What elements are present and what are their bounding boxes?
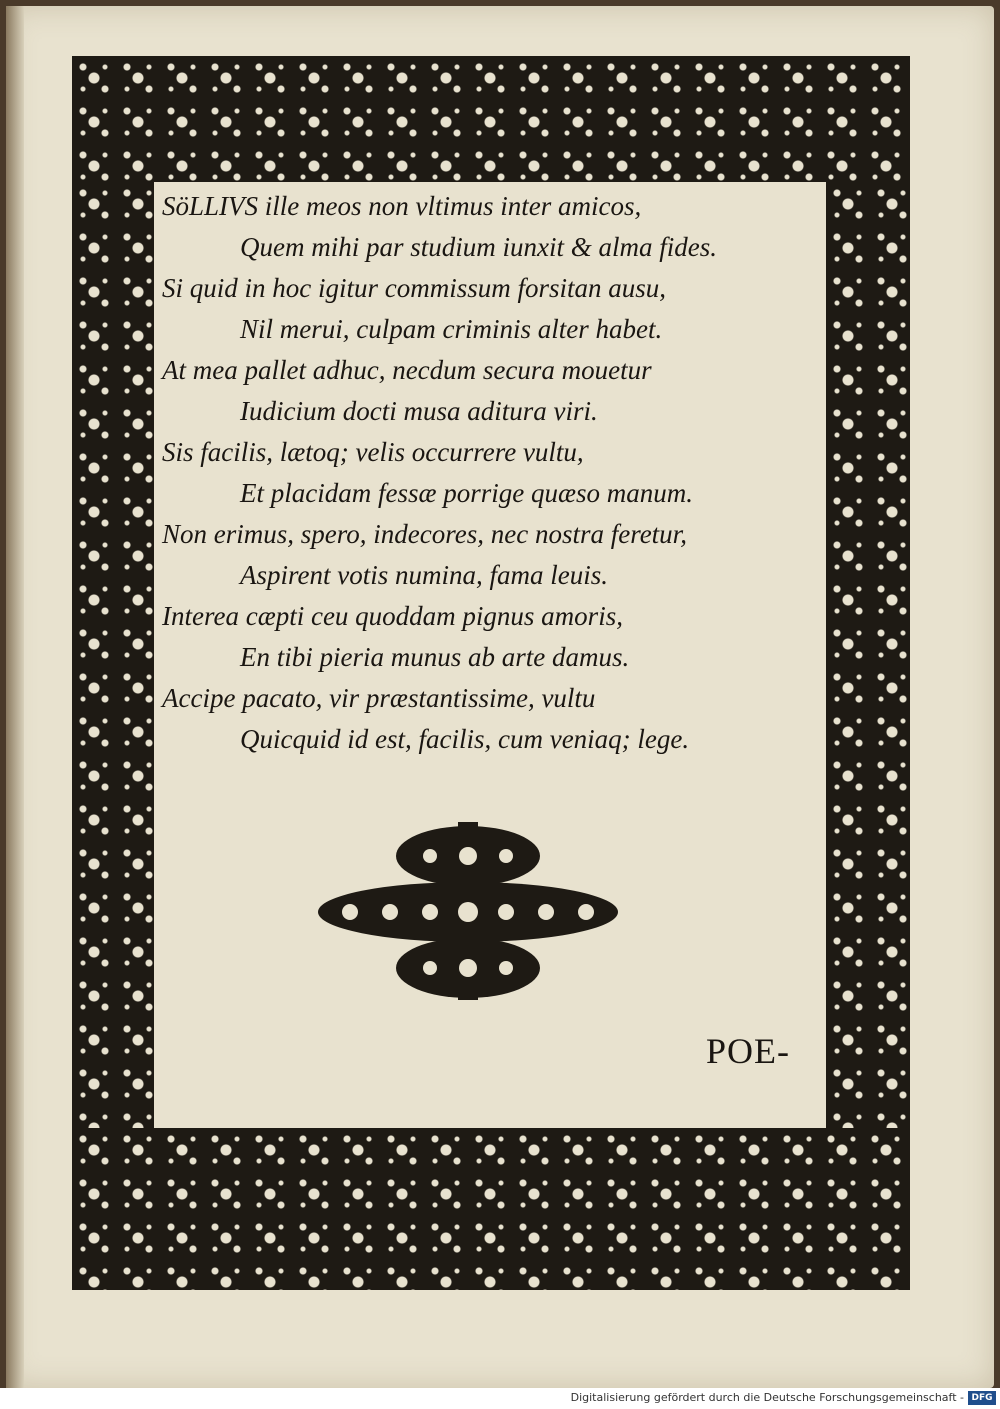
poem-line: Accipe pacato, vir præstantissime, vultu: [162, 683, 596, 713]
footer-credit: Digitalisierung gefördert durch die Deutsche Forschungsgemeinschaft -: [570, 1391, 964, 1404]
poem-line: Quicquid id est, facilis, cum veniaq; lege.: [240, 724, 690, 754]
poem-line: Quem mihi par studium iunxit & alma fides.: [240, 232, 717, 262]
fleuron-ornament: [310, 822, 626, 1000]
poem-text: [162, 186, 818, 760]
ornamental-border-right: [826, 182, 910, 1128]
ornamental-border-left: [72, 182, 154, 1128]
poem-line: Iudicium docti musa aditura viri.: [240, 396, 598, 426]
dfg-logo[interactable]: DFG: [968, 1391, 996, 1405]
poem-line: Et placidam fessæ porrige quæso manum.: [240, 478, 694, 508]
footer-bar: [0, 1388, 1000, 1409]
poem-line: At mea pallet adhuc, necdum secura mouetur: [162, 355, 652, 385]
poem-line: Non erimus, spero, indecores, nec nostra feretur,: [162, 519, 687, 549]
poem-line: Aspirent votis numina, fama leuis.: [240, 560, 608, 590]
poem-line: Si quid in hoc igitur commissum forsitan ausu,: [162, 273, 667, 303]
poem-line: SöLLIVS ille meos non vltimus inter amicos,: [162, 191, 642, 221]
book-spine: [6, 6, 24, 1388]
poem-line: Sis facilis, lætoq; velis occurrere vultu,: [162, 437, 584, 467]
ornamental-border-bottom: [72, 1128, 910, 1290]
poem-line: En tibi pieria munus ab arte damus.: [240, 642, 630, 672]
poem-line: Interea cæpti ceu quoddam pignus amoris,: [162, 601, 623, 631]
poem-line: Nil merui, culpam criminis alter habet.: [240, 314, 663, 344]
ornamental-border-top: [72, 56, 910, 182]
catchword: POE-: [706, 1031, 790, 1071]
